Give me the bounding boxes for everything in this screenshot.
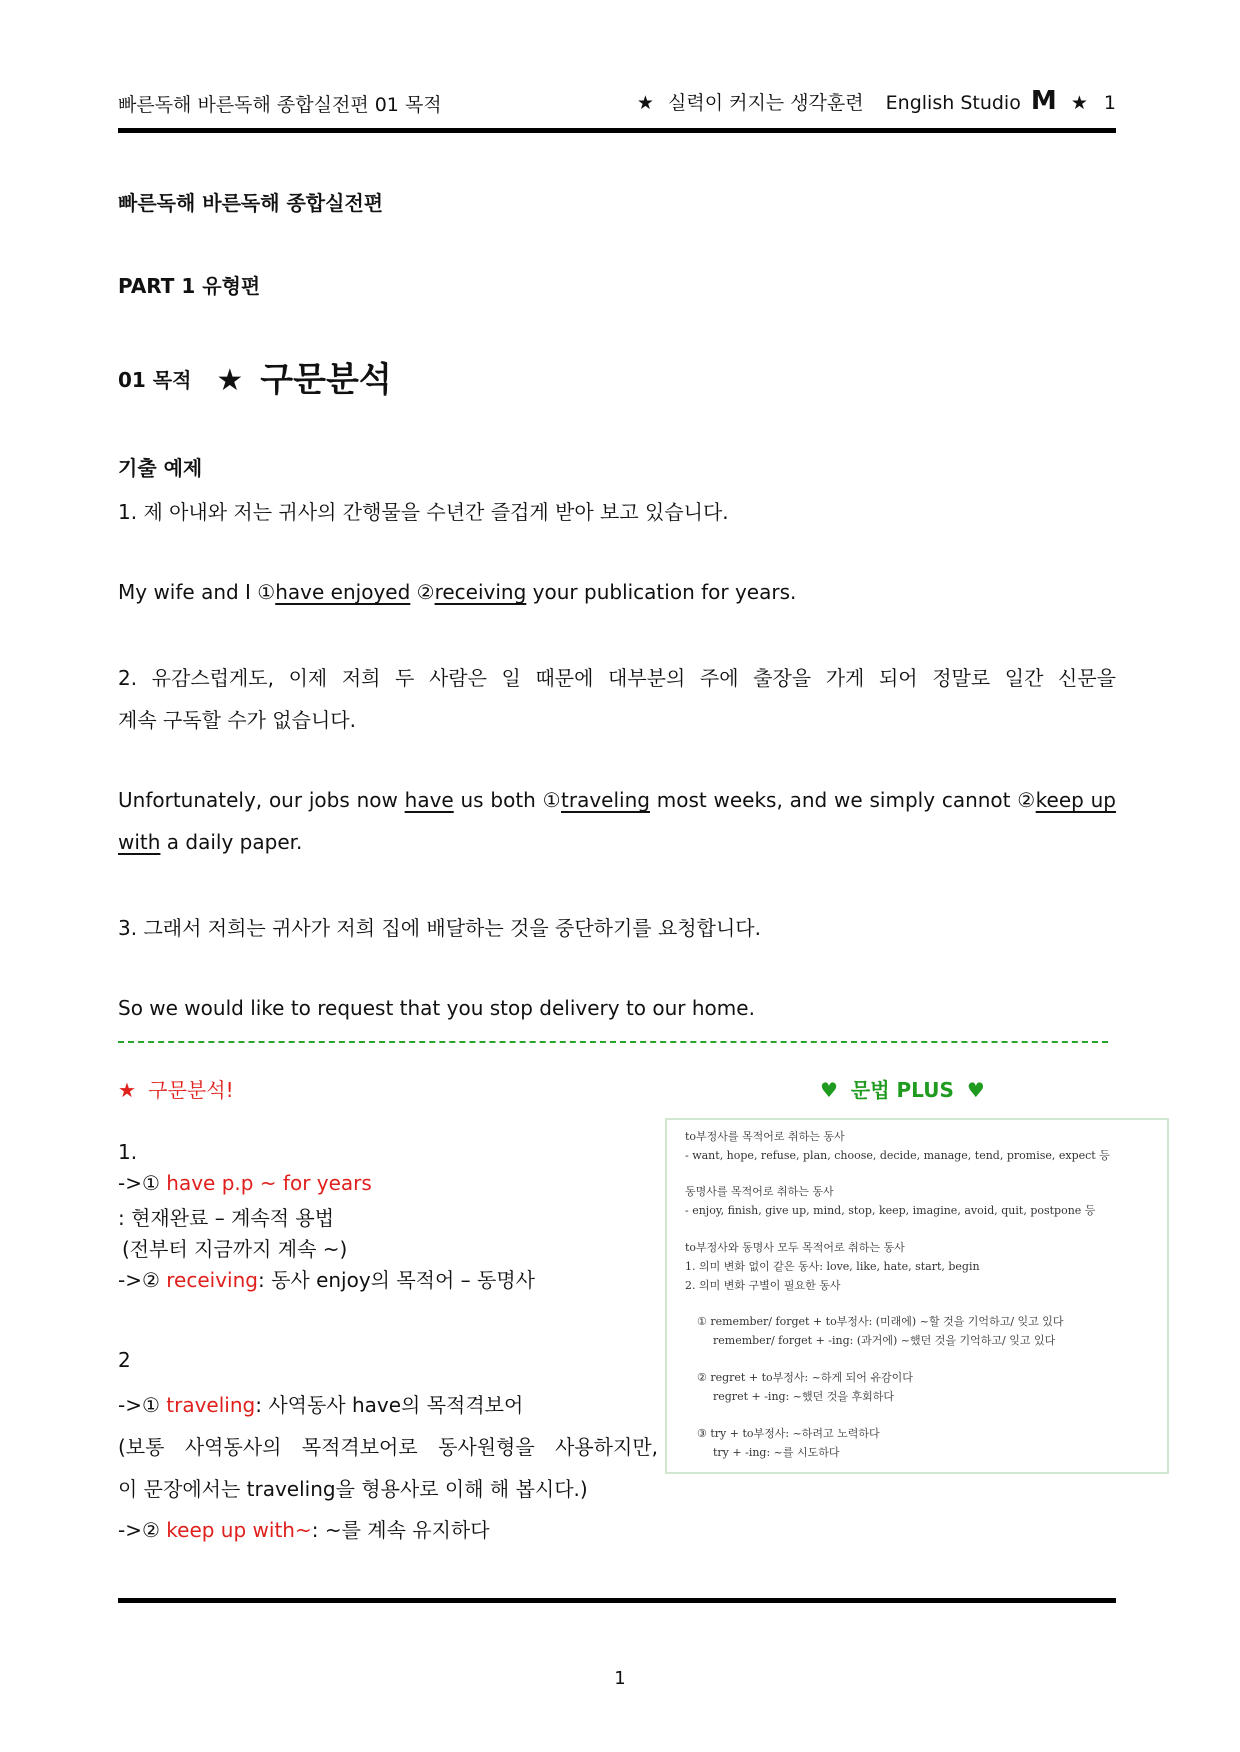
star-icon: ★ (216, 363, 244, 398)
analysis-2-point-1: ->① traveling: 사역동사 have의 목적격보어 (118, 1393, 524, 1417)
header-rule (118, 128, 1116, 133)
header-page-number: 1 (1103, 92, 1116, 114)
grammar-line: - want, hope, refuse, plan, choose, decide, manage, tend, promise, expect 등 (685, 1149, 1110, 1162)
grammar-line: 1. 의미 변화 없이 같은 동사: love, like, hate, start, begin (685, 1260, 980, 1273)
part-title: PART 1 유형편 (118, 274, 261, 298)
analysis-number-1: 1. (118, 1140, 138, 1164)
sentence-3-korean: 3. 그래서 저희는 귀사가 저희 집에 배달하는 것을 중단하기를 요청합니다. (118, 916, 761, 940)
analysis-heading: ★ 구문분석! (118, 1078, 234, 1102)
underlined-phrase: with (118, 830, 161, 854)
underlined-phrase: have enjoyed (275, 580, 411, 604)
analysis-2-note-2: 이 문장에서는 traveling을 형용사로 이해 해 봅시다.) (118, 1477, 588, 1501)
grammar-line: to부정사를 목적어로 취하는 동사 (685, 1130, 845, 1143)
footer-rule (118, 1598, 1116, 1603)
heart-icon: ♥ (966, 1078, 985, 1102)
star-icon: ★ (1070, 92, 1088, 114)
grammar-line: ① remember/ forget + to부정사: (미래에) ~할 것을 기억하고/ 잊고 있다 (697, 1315, 1064, 1328)
sentence-2-korean-line2: 계속 구독할 수가 없습니다. (118, 708, 356, 732)
star-icon: ★ (118, 1078, 136, 1102)
grammar-line: remember/ forget + -ing: (과거에) ~했던 것을 기억하고/ 잊고 있다 (713, 1334, 1056, 1347)
heart-icon: ♥ (820, 1078, 838, 1102)
header-slogan: 실력이 커지는 생각훈련 (668, 92, 864, 114)
analysis-1-point-2: ->② receiving: 동사 enjoy의 목적어 – 동명사 (118, 1268, 535, 1292)
grammar-line: 동명사를 목적어로 취하는 동사 (685, 1185, 834, 1198)
example-heading: 기출 예제 (118, 456, 203, 480)
analysis-1-note: : 현재완료 – 계속적 용법 (118, 1206, 335, 1230)
analysis-2-point-2: ->② keep up with~: ~를 계속 유지하다 (118, 1518, 490, 1542)
grammar-line: ③ try + to부정사: ~하려고 노력하다 (697, 1427, 880, 1440)
sentence-1-english: My wife and I ①have enjoyed ②receiving your publication for years. (118, 580, 797, 604)
unit-label: 01 목적 (118, 368, 192, 392)
underlined-phrase: have (404, 788, 454, 812)
brand-name: English Studio (885, 92, 1021, 114)
unit-heading: 구문분석 (260, 360, 392, 400)
section-divider (118, 1041, 1108, 1043)
underlined-phrase: keep up (1035, 788, 1117, 812)
analysis-2-note: (보통 사역동사의 목적격보어로 동사원형을 사용하지만, (118, 1435, 658, 1459)
analysis-number-2: 2 (118, 1348, 131, 1372)
grammar-plus-heading: ♥ 문법 PLUS ♥ (820, 1078, 985, 1102)
grammar-line: to부정사와 동명사 모두 목적어로 취하는 동사 (685, 1241, 905, 1254)
analysis-1-point-1: ->① have p.p ~ for years (118, 1171, 372, 1195)
grammar-line: ② regret + to부정사: ~하게 되어 유감이다 (697, 1371, 913, 1384)
running-header-brand (637, 86, 1116, 116)
grammar-line: try + -ing: ~를 시도하다 (713, 1446, 840, 1459)
underlined-phrase: traveling (561, 788, 650, 812)
analysis-1-note-2: (전부터 지금까지 계속 ~) (122, 1237, 348, 1261)
page-number: 1 (614, 1668, 626, 1689)
grammar-line: - enjoy, finish, give up, mind, stop, keep, imagine, avoid, quit, postpone 등 (685, 1204, 1096, 1217)
sentence-1-korean: 1. 제 아내와 저는 귀사의 간행물을 수년간 즐겁게 받아 보고 있습니다. (118, 500, 729, 524)
grammar-line: 2. 의미 변화 구별이 필요한 동사 (685, 1279, 841, 1292)
unit-title (118, 352, 392, 401)
underlined-phrase: receiving (434, 580, 527, 604)
star-icon: ★ (636, 92, 654, 114)
grammar-plus-box (665, 1118, 1169, 1474)
sentence-3-english: So we would like to request that you stop delivery to our home. (118, 996, 755, 1020)
running-header-title: 빠른독해 바른독해 종합실전편 01 목적 (118, 94, 442, 116)
sentence-2-english-line2: with a daily paper. (118, 830, 303, 854)
brand-logo-m: M (1030, 86, 1057, 116)
sentence-2-english-line1: Unfortunately, our jobs now have us both ①traveling most weeks, and we simply cannot ②keep up (118, 788, 1117, 812)
book-title: 빠른독해 바른독해 종합실전편 (118, 191, 384, 215)
grammar-line: regret + -ing: ~했던 것을 후회하다 (713, 1390, 894, 1403)
sentence-2-korean-line1: 2. 유감스럽게도, 이제 저희 두 사람은 일 때문에 대부분의 주에 출장을 가게 되어 정말로 일간 신문을 (118, 666, 1116, 690)
